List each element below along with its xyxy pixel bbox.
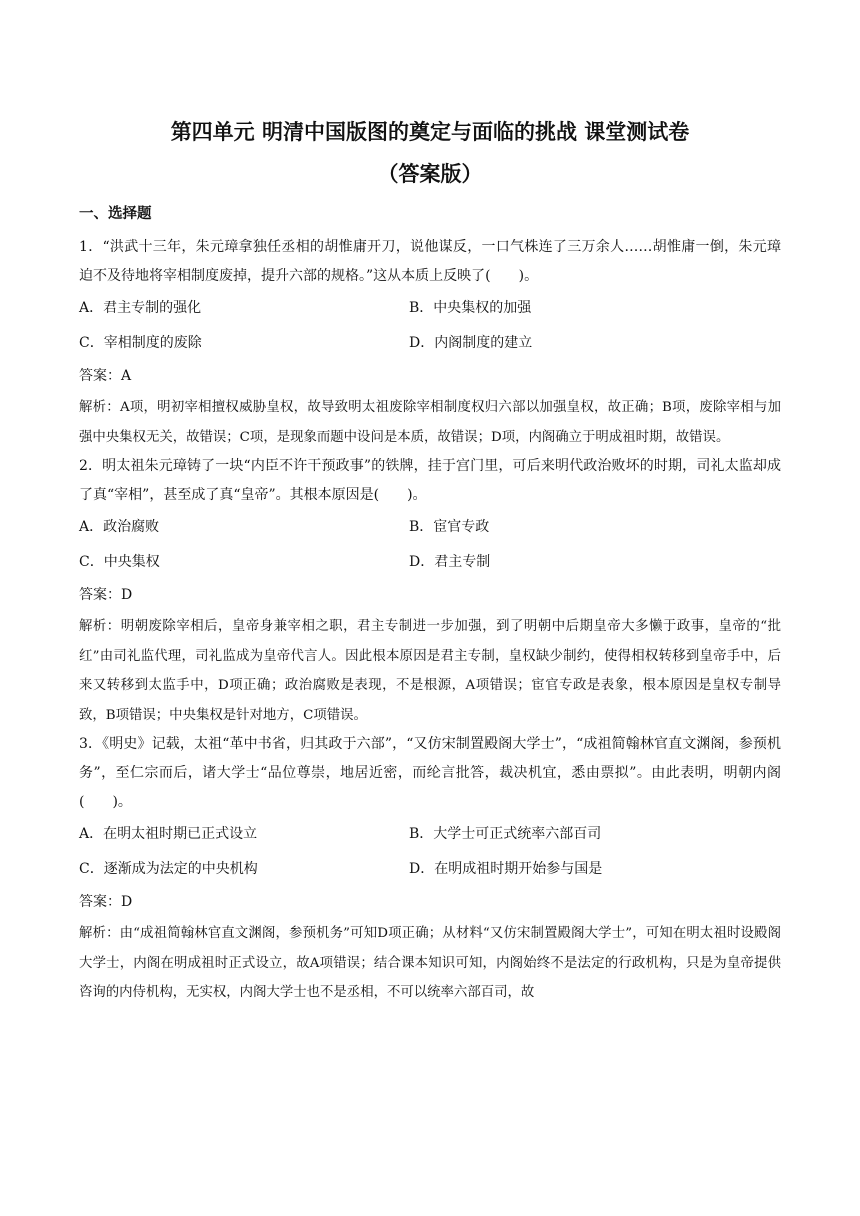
option-d: D．君主专制 [409, 553, 491, 570]
analysis: 解析：明朝废除宰相后，皇帝身兼宰相之职，君主专制进一步加强，到了明朝中后期皇帝大多懒于政事，皇帝的“批红”由司礼监代理，司礼监成为皇帝代言人。因此根本原因是君主专制，皇权缺少制约，使得相权转移到皇帝手中，后来又转移到太监手中，D项正确；政治腐败是表现，不是根源，A项错误；宦官专政是表象，根本原因是皇权专制导致，B项错误；中央集权是针对地方，C项错误。 [79, 619, 781, 723]
option-a: A．君主专制的强化 [79, 300, 202, 316]
analysis: 解析：由“成祖简翰林官直文渊阁，参预机务”可知D项正确；从材料“又仿宋制置殿阁大学士”，可知在明太祖时设殿阁大学士，内阁在明成祖时正式设立，故A项错误；结合课本知识可知，内阁始终不是法定的行政机构，只是为皇帝提供咨询的内侍机构，无实权，内阁大学士也不是丞相，不可以统率六部百司，故 [79, 926, 781, 1000]
analysis: 解析：A项，明初宰相擅权威胁皇权，故导致明太祖废除宰相制度权归六部以加强皇权，故正确；B项，废除宰相与加强中央集权无关，故错误；C项，是现象而题中设问是本质，故错误；D项，内阁确立于明成祖时期，故错误。 [79, 400, 781, 445]
answer: 答案：D [79, 894, 133, 910]
option-a: A．政治腐败 [79, 519, 160, 535]
section-heading: 一、选择题 [79, 206, 152, 222]
document-title: 第四单元 明清中国版图的奠定与面临的挑战 课堂测试卷 [170, 120, 690, 144]
option-list [79, 510, 781, 579]
question-stem: 3．《明史》记载，太祖“革中书省，归其政于六部”，“又仿宋制置殿阁大学士”，“成祖简翰林官直文渊阁，参预机务”，至仁宗而后，诸大学士“品位尊崇，地居近密，而纶言批答，裁决机宜，悉由票拟”。由此表明，明朝内阁( )。 [79, 736, 781, 810]
option-b: B．中央集权的加强 [409, 300, 532, 316]
option-c: C．中央集权 [79, 553, 160, 570]
questions-content [79, 233, 781, 1008]
option-a: A．在明太祖时期已正式设立 [79, 826, 258, 842]
option-c: C．逐渐成为法定的中央机构 [79, 860, 258, 877]
question-1 [79, 233, 781, 452]
option-d: D．内阁制度的建立 [409, 334, 533, 351]
option-d: D．在明成祖时期开始参与国是 [409, 860, 603, 877]
option-b: B．大学士可正式统率六部百司 [409, 826, 602, 842]
question-stem: 2．明太祖朱元璋铸了一块“内臣不许干预政事”的铁牌，挂于宫门里，可后来明代政治败坏的时期，司礼太监却成了真“宰相”，甚至成了真“皇帝”。其根本原因是( )。 [79, 458, 781, 503]
question-stem: 1．“洪武十三年，朱元璋拿独任丞相的胡惟庸开刀，说他谋反，一口气株连了三万余人……胡惟庸一倒，朱元璋迫不及待地将宰相制度废掉，提升六部的规格。”这从本质上反映了( )。 [79, 239, 781, 284]
answer: 答案：A [79, 368, 132, 384]
question-3 [79, 730, 781, 1008]
option-list [79, 291, 781, 360]
option-b: B．宦官专政 [409, 519, 490, 535]
option-list [79, 817, 781, 886]
question-2 [79, 452, 781, 730]
answer: 答案：D [79, 587, 133, 603]
option-c: C．宰相制度的废除 [79, 334, 202, 351]
document-subtitle: （答案版） [377, 162, 483, 186]
